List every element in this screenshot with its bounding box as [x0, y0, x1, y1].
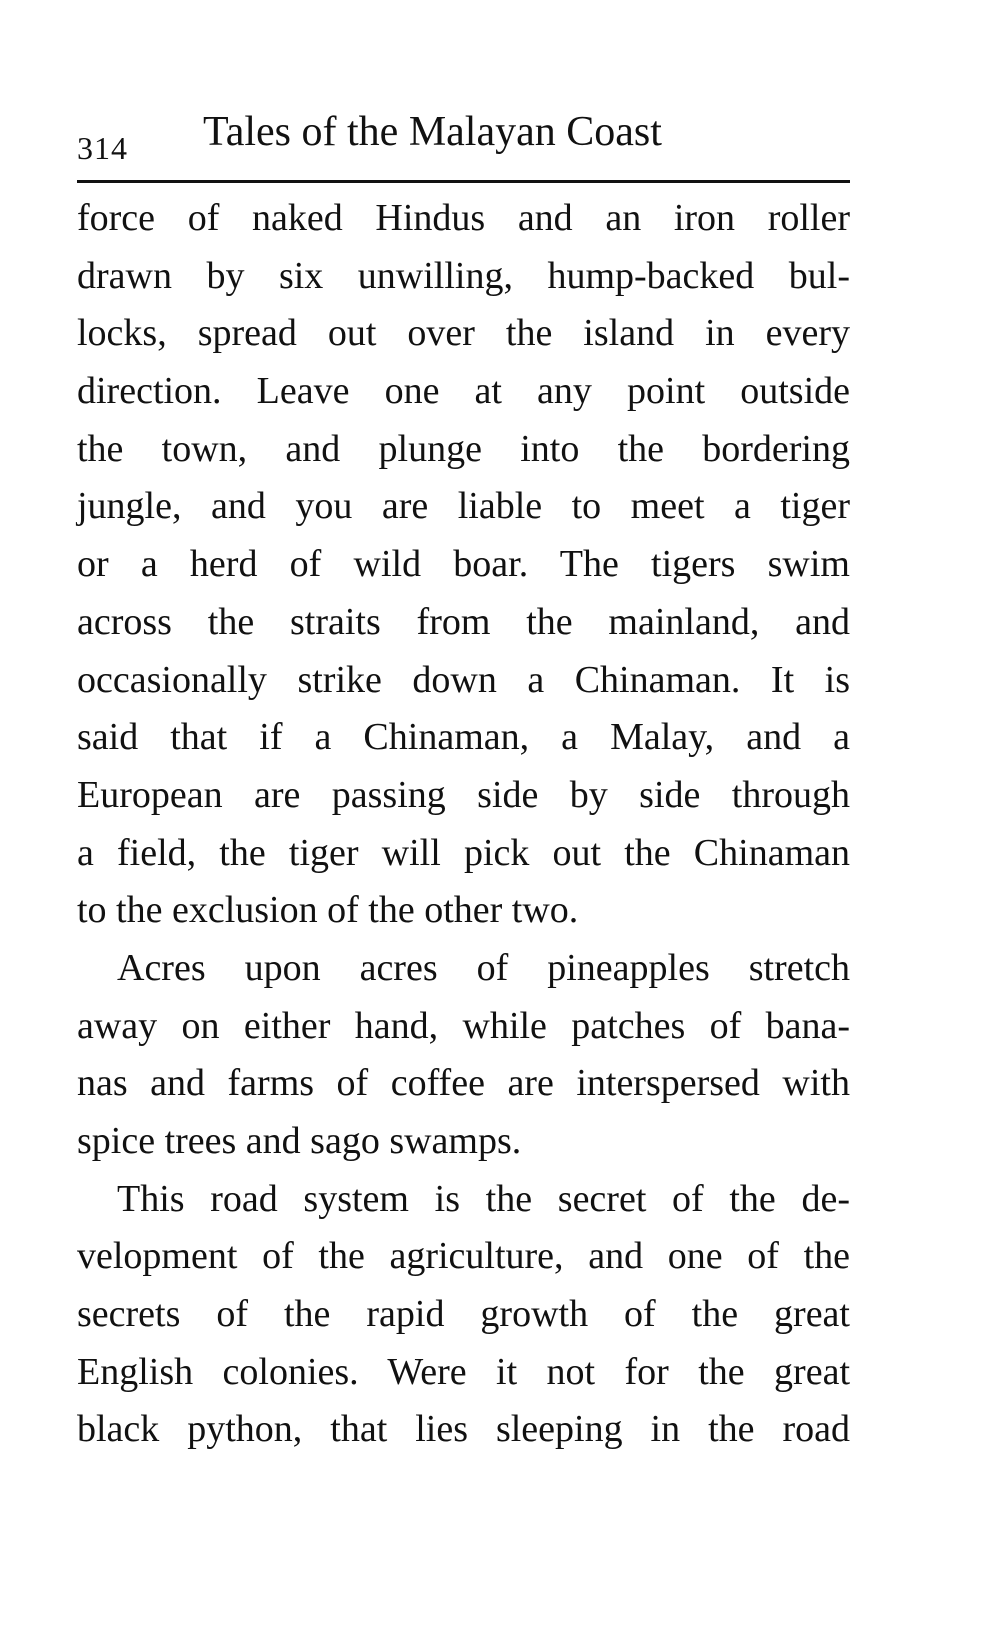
text-line: away on either hand, while patches of bana- [77, 1004, 850, 1047]
header-rule [77, 180, 850, 183]
text-line: locks, spread out over the island in every [77, 312, 850, 355]
text-line: Acres upon acres of pineapples stretch [117, 946, 850, 989]
text-line: to the exclusion of the other two. [77, 889, 579, 932]
text-line: European are passing side by side through [77, 773, 850, 816]
text-line: jungle, and you are liable to meet a tiger [77, 485, 850, 528]
text-line: the town, and plunge into the bordering [77, 427, 850, 470]
text-line: black python, that lies sleeping in the road [77, 1408, 850, 1451]
text-line: velopment of the agriculture, and one of the [77, 1235, 850, 1278]
text-line: This road system is the secret of the de- [117, 1177, 850, 1220]
text-line: spice trees and sago swamps. [77, 1120, 522, 1162]
text-line: direction. Leave one at any point outside [77, 370, 850, 413]
text-line: across the straits from the mainland, and [77, 600, 850, 643]
text-line: nas and farms of coffee are interspersed with [77, 1062, 850, 1105]
text-line: or a herd of wild boar. The tigers swim [77, 543, 850, 586]
text-line: English colonies. Were it not for the great [77, 1350, 850, 1393]
running-head [77, 108, 857, 168]
text-line: force of naked Hindus and an iron roller [77, 197, 850, 239]
text-line: occasionally strike down a Chinaman. It is [77, 658, 850, 701]
text-line: a field, the tiger will pick out the Chinaman [77, 831, 850, 874]
text-line: said that if a Chinaman, a Malay, and a [77, 716, 850, 759]
text-line: secrets of the rapid growth of the great [77, 1293, 850, 1336]
page-number: 314 [77, 130, 128, 166]
body-text [77, 190, 850, 1459]
running-title: Tales of the Malayan Coast [203, 109, 662, 155]
text-line: drawn by six unwilling, hump-backed bul- [77, 254, 850, 297]
